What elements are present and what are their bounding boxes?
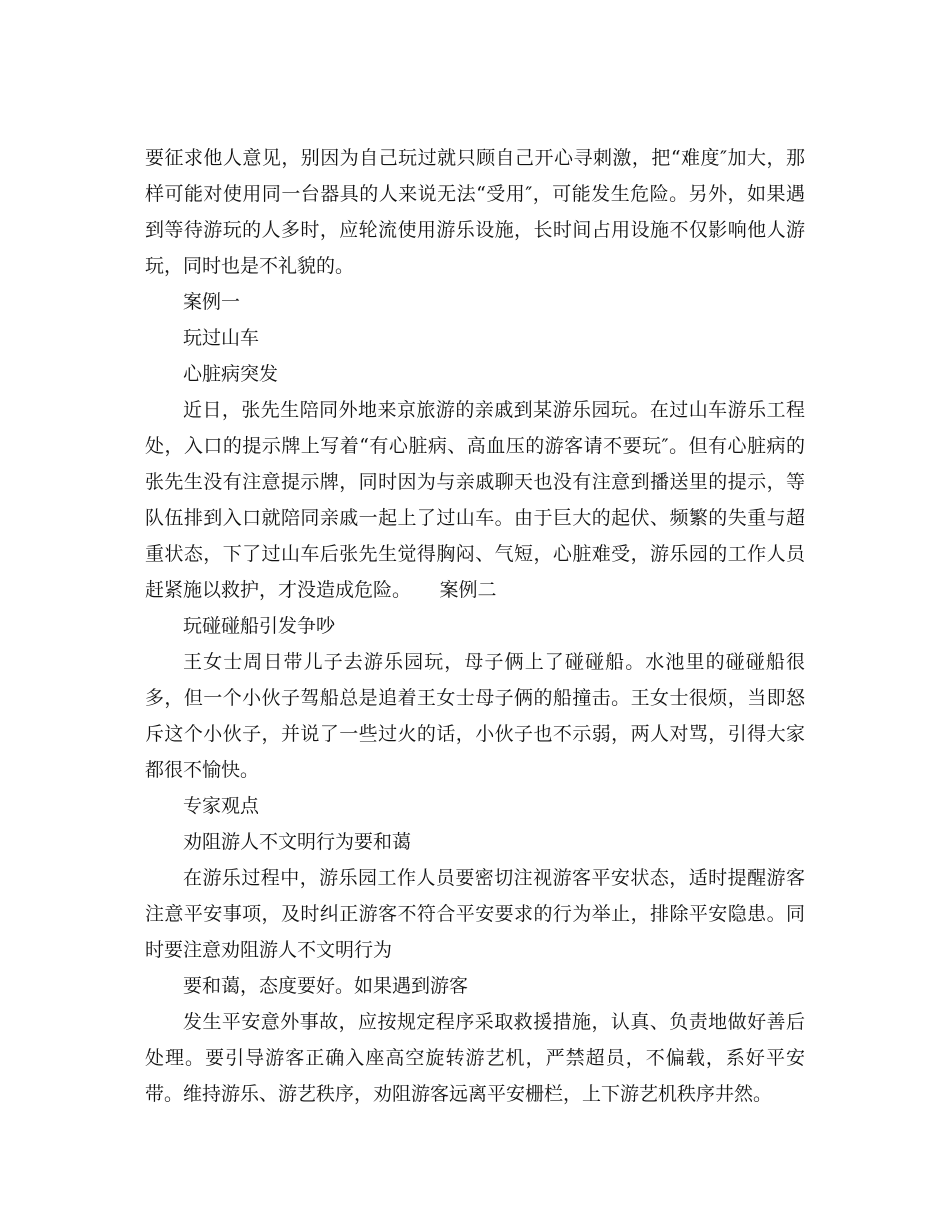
document-body xyxy=(145,140,805,1112)
paragraph-accident-handling: 发生平安意外事故，应按规定程序采取救援措施，认真、负责地做好善后处理。要引导游客正确入座高空旋转游艺机，严禁超员，不偏载，系好平安带。维持游乐、游艺秩序，劝阻游客远离平安栅栏，上下游艺机秩序井然。 xyxy=(145,1011,805,1105)
paragraph-case-two-body: 王女士周日带儿子去游乐园玩，母子俩上了碰碰船。水池里的碰碰船很多，但一个小伙子驾船总是追着王女士母子俩的船撞击。王女士很烦，当即怒斥这个小伙子，并说了一些过火的话，小伙子也不示弱，两人对骂，引得大家都很不愉快。 xyxy=(145,651,805,781)
heading-case-one: 案例一 xyxy=(183,291,241,313)
heading-bumper-boat-dispute: 玩碰碰船引发争吵 xyxy=(183,615,336,637)
paragraph-expert-body: 在游乐过程中，游乐园工作人员要密切注视游客平安状态，适时提醒游客注意平安事项，及时纠正游客不符合平安要求的行为举止，排除平安隐患。同时要注意劝阻游人不文明行为 xyxy=(145,867,805,961)
paragraph-intro: 要征求他人意见，别因为自己玩过就只顾自己开心寻刺激，把“难度″加大，那样可能对使用同一台器具的人来说无法“受用″，可能发生危险。另外，如果遇到等待游玩的人多时，应轮流使用游乐设施，长时间占用设施不仅影响他人游玩，同时也是不礼貌的。 xyxy=(145,147,805,277)
subheading-heart-attack: 心脏病突发 xyxy=(183,363,279,385)
subheading-roller-coaster: 玩过山车 xyxy=(183,327,260,349)
paragraph-expert-continued: 要和蔼，态度要好。如果遇到游客 xyxy=(183,975,469,997)
paragraph-case-one-body: 近日，张先生陪同外地来京旅游的亲戚到某游乐园玩。在过山车游乐工程处，入口的提示牌上写着“有心脏病、高血压的游客请不要玩″。但有心脏病的张先生没有注意提示牌，同时因为与亲戚聊天也没有注意到播送里的提示，等队伍排到入口就陪同亲戚一起上了过山车。由于巨大的起伏、频繁的失重与超重状态，下了过山车后张先生觉得胸闷、气短，心脏难受，游乐园的工作人员赶紧施以救护，才没造成危险。 案例二 xyxy=(145,399,805,601)
heading-expert-view: 专家观点 xyxy=(183,795,260,817)
subheading-dissuade-politely: 劝阻游人不文明行为要和蔼 xyxy=(183,831,412,853)
